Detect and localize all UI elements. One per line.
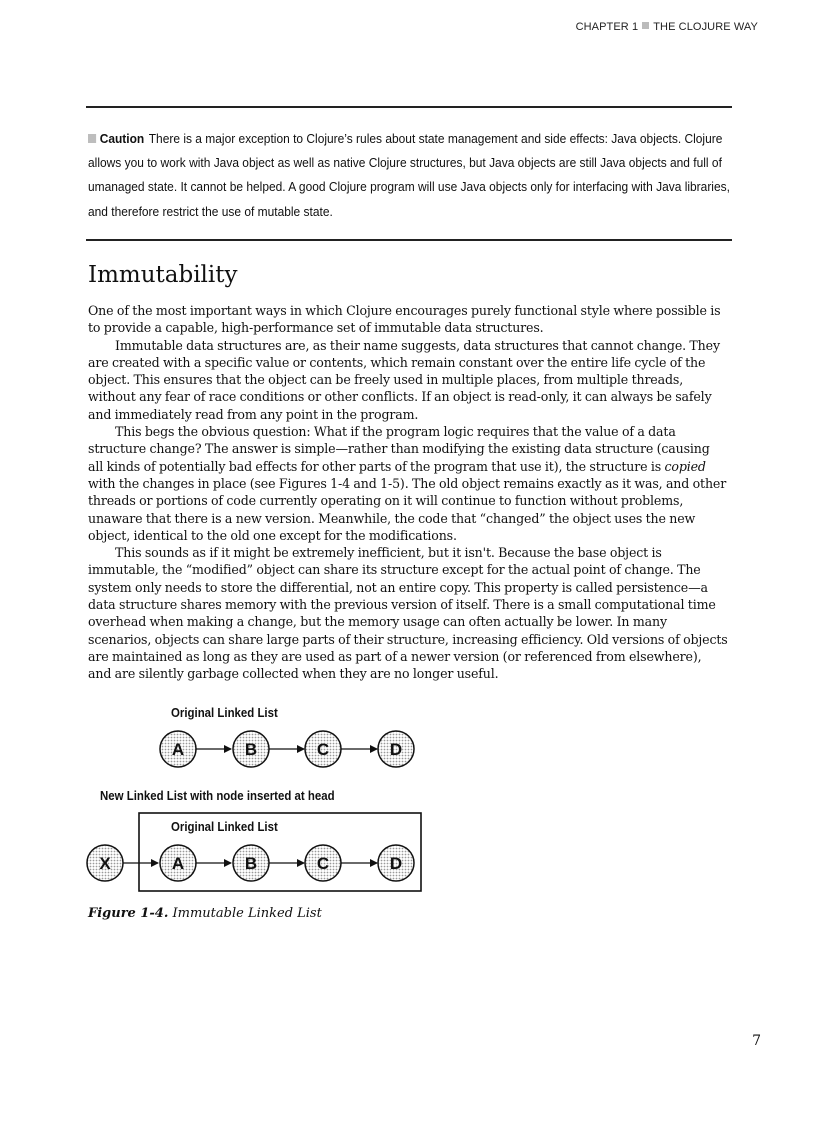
figure-linked-list [86, 700, 446, 900]
section-title: Immutability [88, 262, 238, 288]
chapter-number: CHAPTER 1 [575, 21, 639, 33]
chapter-title: THE CLOJURE WAY [653, 21, 758, 33]
caution-label: Caution [99, 131, 145, 146]
node-c-new-label: C [316, 854, 330, 873]
paragraph-4: This sounds as if it might be extremely inefficient, but it isn't. Because the base object is immutable, the “modified” object can share its structure except for the actual point of change. The system only needs to store the differential, not an entire copy. This property is called persistence—a data structure shares memory with the previous version of itself. There is a small computational time overhead when making a change, but the memory usage can often actually be lower. In many scenarios, objects can share large parts of their structure, increasing efficiency. Old versions of objects are maintained as long as they are used as part of a newer version (or referenced from elsewhere), and are silently garbage collected when they are no longer useful. [88, 545, 728, 682]
caution-text: There is a major exception to Clojure’s rules about state management and side effects: Java objects. Clojure allows you to work with Java object as well as native Clojure structures, but Java objects are still Java objects and full of umanaged state. It cannot be helped. A good Clojure program will use Java objects only for interfacing with Java libraries, and therefore restrict the use of mutable state. [88, 131, 730, 219]
node-c-label: C [316, 740, 330, 759]
node-a-new-label: A [171, 854, 185, 873]
paragraph-3 [88, 423, 728, 544]
new-list-label: New Linked List with node inserted at head [100, 788, 335, 803]
running-head [576, 21, 758, 33]
emphasis-copied: copied [664, 458, 706, 474]
paragraph-3-part-2: with the changes in place (see Figures 1-4 and 1-5). The old object remains exactly as it was, and other threads or portions of code currently operating on it will continue to function without problems, unaware that there is a new version. Meanwhile, the code that “changed” the object uses the new object, identical to the old one except for the modifications. [88, 475, 727, 543]
figure-caption [88, 906, 322, 921]
paragraph-2: Immutable data structures are, as their name suggests, data structures that cannot change. They are created with a specific value or contents, which remain constant over the entire life cycle of the object. This ensures that the object can be freely used in multiple places, from multiple threads, without any fear of race conditions or other conflicts. If an object is read-only, it can always be safely and immediately read from any point in the program. [88, 337, 720, 422]
node-d-label: D [389, 740, 403, 759]
separator-square-icon [642, 22, 649, 29]
paragraph-1: One of the most important ways in which Clojure encourages purely functional style where possible is to provide a capable, high-performance set of immutable data structures. [88, 303, 721, 336]
original-list-label: Original Linked List [171, 705, 278, 720]
inner-original-list-label: Original Linked List [171, 819, 278, 834]
node-d-new-label: D [389, 854, 403, 873]
page-number: 7 [752, 1033, 761, 1049]
caution-paragraph [88, 127, 733, 224]
caution-square-icon [88, 134, 96, 143]
node-b-new-label: B [244, 854, 258, 873]
caution-box [86, 106, 732, 241]
figure-caption-text: Immutable Linked List [172, 906, 322, 921]
node-x-label: X [99, 854, 111, 873]
body-text [88, 302, 728, 683]
node-a-label: A [171, 740, 185, 759]
paragraph-3-part-1: This begs the obvious question: What if the program logic requires that the value of a data structure change? The answer is simple—rather than modifying the existing data structure (causing all kinds of potentially bad effects for other parts of the program that use it), the structure is [88, 424, 710, 474]
figure-number: Figure 1-4. [88, 906, 169, 921]
original-list-row [160, 731, 414, 767]
node-b-label: B [244, 740, 258, 759]
